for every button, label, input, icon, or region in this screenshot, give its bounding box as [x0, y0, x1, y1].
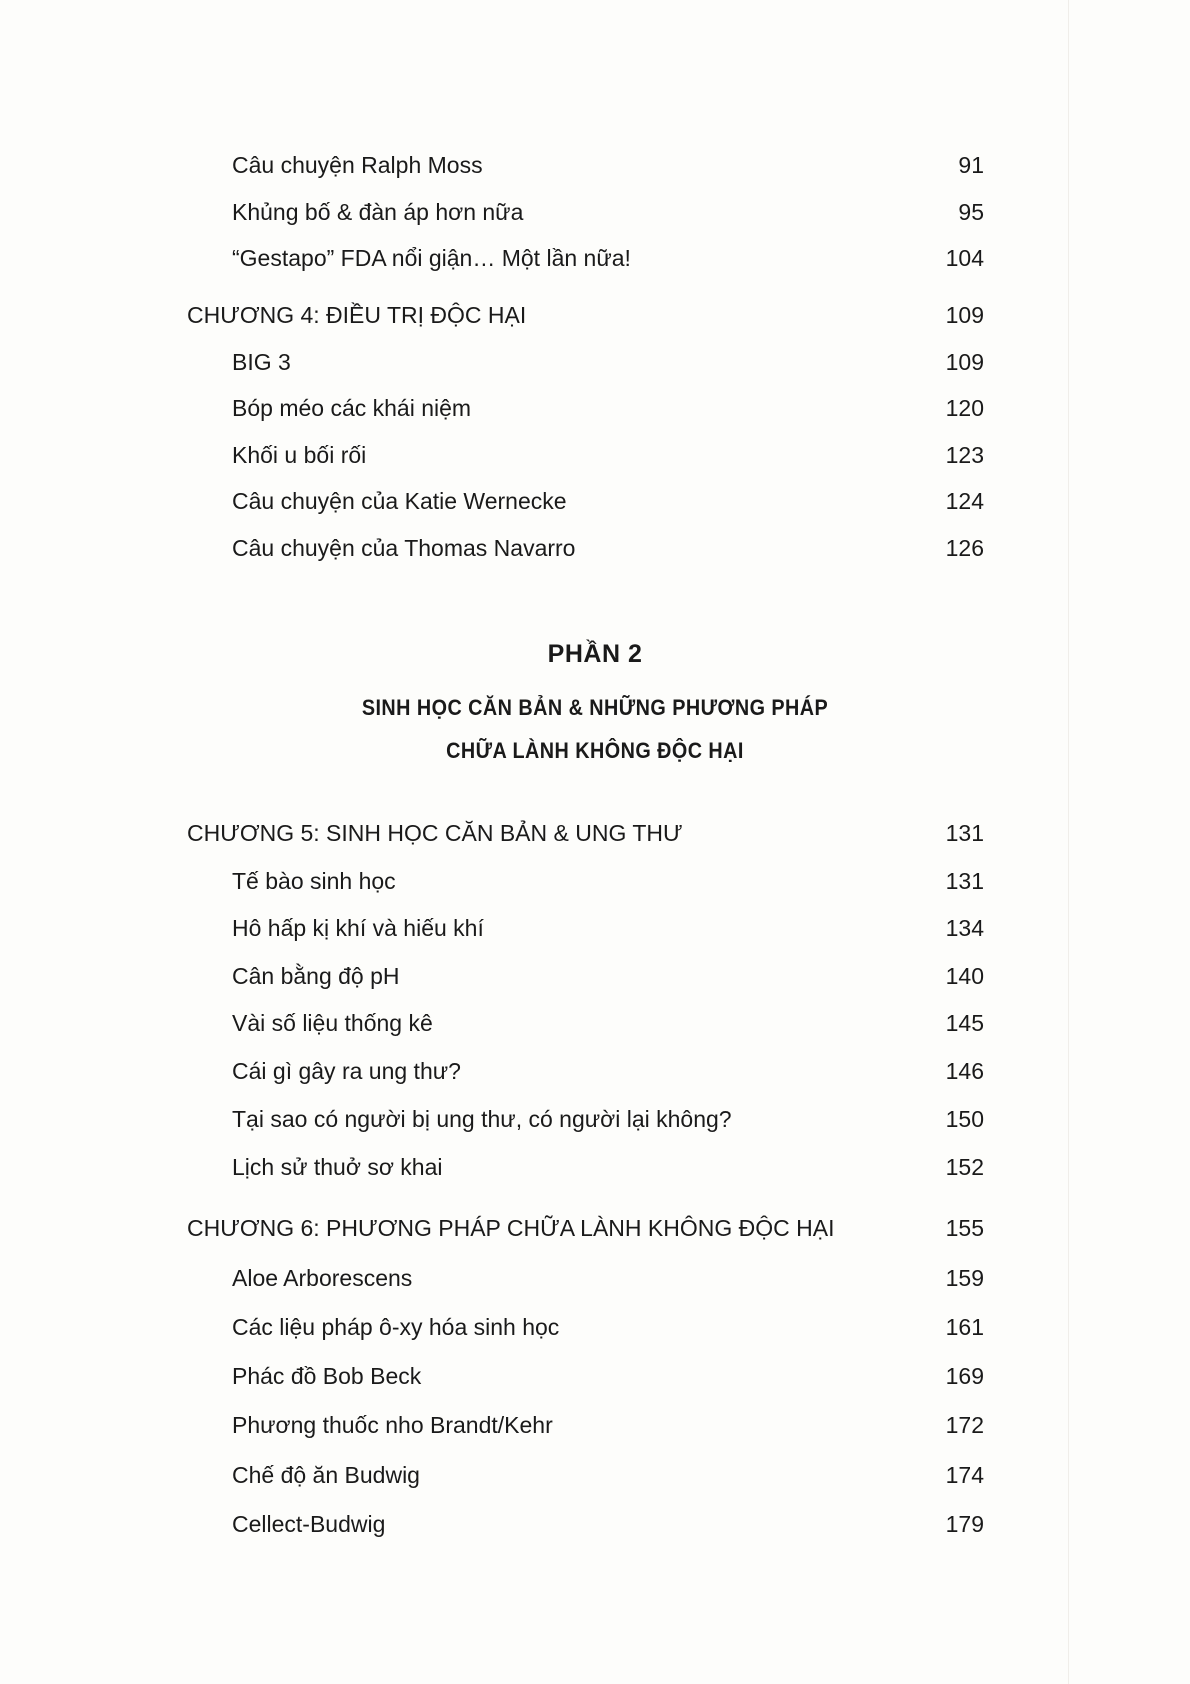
- toc-entry-label: Phác đồ Bob Beck: [232, 1363, 422, 1389]
- toc-entry-label: Tại sao có người bị ung thư, có người lại không?: [232, 1106, 732, 1132]
- toc-chapter-page: 109: [945, 302, 984, 328]
- toc-entry: [0, 342, 1190, 382]
- toc-entry-page: 124: [945, 488, 984, 514]
- toc-chapter-page: 155: [945, 1215, 984, 1241]
- part-title-line1: SINH HỌC CĂN BẢN & NHỮNG PHƯƠNG PHÁP: [361, 695, 829, 720]
- toc-entry: [0, 145, 1190, 185]
- toc-entry-label: Chế độ ăn Budwig: [232, 1462, 420, 1488]
- toc-entry-page: 146: [945, 1058, 984, 1084]
- toc-entry: [0, 1405, 1190, 1445]
- toc-entry: [0, 528, 1190, 568]
- toc-entry-label: Lịch sử thuở sơ khai: [232, 1154, 443, 1180]
- toc-entry: [0, 1051, 1190, 1091]
- toc-entry-label: Cellect-Budwig: [232, 1511, 386, 1537]
- toc-entry: [0, 238, 1190, 278]
- toc-entry-page: 104: [945, 245, 984, 271]
- toc-entry-page: 152: [945, 1154, 984, 1180]
- toc-entry-label: Câu chuyện của Thomas Navarro: [232, 535, 576, 561]
- toc-entry-label: “Gestapo” FDA nổi giận… Một lần nữa!: [232, 245, 631, 271]
- toc-entry-page: 123: [945, 442, 984, 468]
- toc-entry-label: Câu chuyện Ralph Moss: [232, 152, 483, 178]
- toc-entry-page: 120: [945, 395, 984, 421]
- toc-entry: [0, 1356, 1190, 1396]
- toc-entry: [0, 1307, 1190, 1347]
- toc-entry-label: Phương thuốc nho Brandt/Kehr: [232, 1412, 553, 1438]
- toc-entry-page: 179: [945, 1511, 984, 1537]
- toc-entry-label: Vài số liệu thống kê: [232, 1010, 433, 1036]
- toc-entry: [0, 1504, 1190, 1544]
- toc-chapter: [0, 1208, 1190, 1248]
- toc-entry-label: Bóp méo các khái niệm: [232, 395, 472, 421]
- toc-entry-label: Khối u bối rối: [232, 442, 367, 468]
- toc-entry: [0, 1147, 1190, 1187]
- toc-entry-label: Khủng bố & đàn áp hơn nữa: [232, 199, 524, 225]
- toc-entry-page: 109: [945, 349, 984, 375]
- toc-entry-page: 140: [945, 963, 984, 989]
- toc-entry-label: Các liệu pháp ô-xy hóa sinh học: [232, 1314, 560, 1340]
- toc-entry-page: 172: [945, 1412, 984, 1438]
- toc-entry-label: Câu chuyện của Katie Wernecke: [232, 488, 567, 514]
- toc-entry-label: BIG 3: [232, 349, 291, 375]
- toc-entry-page: 95: [958, 199, 984, 225]
- toc-entry-page: 131: [945, 868, 984, 894]
- toc-entry-page: 150: [945, 1106, 984, 1132]
- toc-chapter: [0, 295, 1190, 335]
- toc-chapter-label: CHƯƠNG 5: SINH HỌC CĂN BẢN & UNG THƯ: [187, 820, 683, 846]
- toc-entry-page: 91: [958, 152, 984, 178]
- toc-entry: [0, 481, 1190, 521]
- toc-chapter-page: 131: [945, 820, 984, 846]
- toc-entry-page: 161: [945, 1314, 984, 1340]
- toc-entry: [0, 956, 1190, 996]
- part-title-line2: CHỮA LÀNH KHÔNG ĐỘC HẠI: [446, 738, 744, 763]
- toc-entry-page: 159: [945, 1265, 984, 1291]
- toc-chapter-label: CHƯƠNG 6: PHƯƠNG PHÁP CHỮA LÀNH KHÔNG ĐỘC HẠI: [187, 1215, 835, 1241]
- toc-entry-label: Cái gì gây ra ung thư?: [232, 1058, 461, 1084]
- toc-entry-page: 134: [945, 915, 984, 941]
- toc-chapter: [0, 813, 1190, 853]
- toc-entry: [0, 192, 1190, 232]
- toc-chapter-label: CHƯƠNG 4: ĐIỀU TRỊ ĐỘC HẠI: [187, 302, 527, 328]
- toc-entry-page: 145: [945, 1010, 984, 1036]
- toc-entry-page: 169: [945, 1363, 984, 1389]
- toc-entry-label: Cân bằng độ pH: [232, 963, 400, 989]
- toc-entry: [0, 435, 1190, 475]
- part-label: PHẦN 2: [547, 640, 643, 668]
- toc-entry-label: Aloe Arborescens: [232, 1265, 413, 1291]
- toc-entry: [0, 861, 1190, 901]
- toc-entry-label: Tế bào sinh học: [232, 868, 396, 894]
- toc-entry: [0, 1003, 1190, 1043]
- toc-entry-page: 174: [945, 1462, 984, 1488]
- toc-entry-label: Hô hấp kị khí và hiếu khí: [232, 915, 484, 941]
- toc-entry: [0, 908, 1190, 948]
- toc-entry: [0, 1099, 1190, 1139]
- toc-entry: [0, 1455, 1190, 1495]
- toc-entry: [0, 388, 1190, 428]
- toc-entry: [0, 1258, 1190, 1298]
- toc-entry-page: 126: [945, 535, 984, 561]
